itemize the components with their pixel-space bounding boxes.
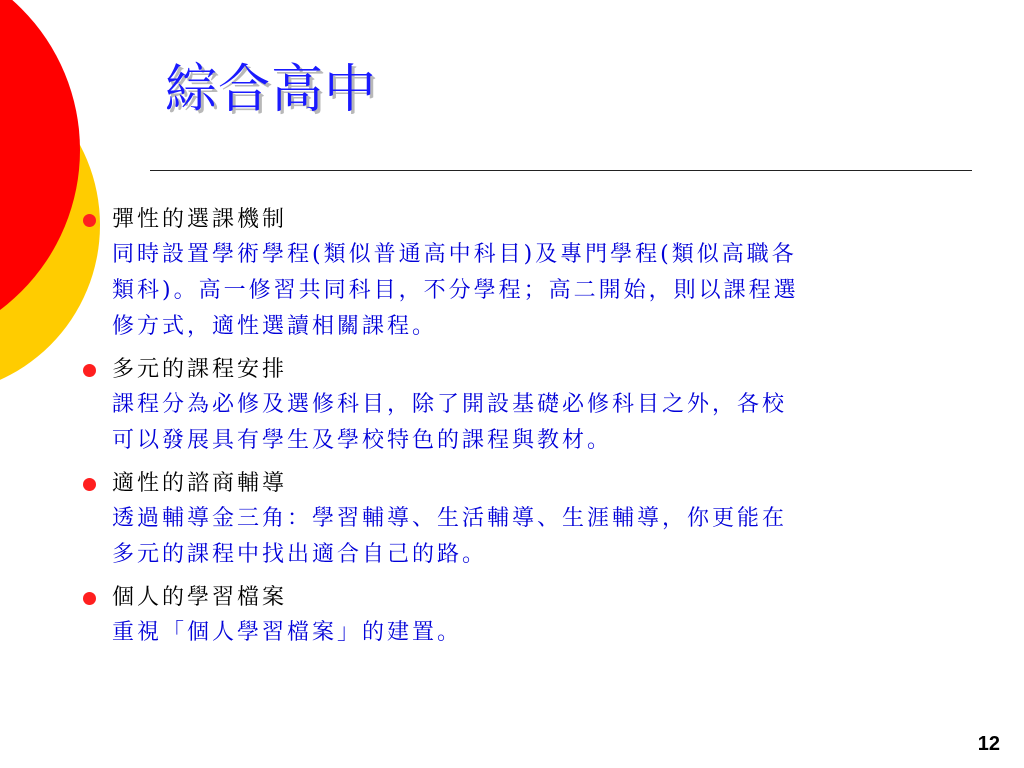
bullet-item-diverse-curriculum — [80, 353, 980, 459]
bullet-heading: 彈性的選課機制 — [112, 207, 288, 232]
bullet-dot-icon — [83, 592, 96, 605]
page-number: 12 — [977, 733, 1000, 755]
bullet-body: 透過輔導金三角：學習輔導、生活輔導、生涯輔導，你更能在 多元的課程中找出適合自己的路。 — [112, 506, 788, 567]
bullet-heading: 多元的課程安排 — [112, 357, 288, 382]
bullet-item-counseling — [80, 467, 980, 573]
bullet-list — [80, 203, 980, 659]
bullet-item-flexible-course-selection — [80, 203, 980, 345]
bullet-dot-icon — [83, 364, 96, 377]
title-divider — [150, 170, 972, 171]
bullet-heading: 適性的諮商輔導 — [112, 471, 288, 496]
bullet-item-learning-portfolio — [80, 581, 980, 651]
bullet-body: 課程分為必修及選修科目，除了開設基礎必修科目之外，各校 可以發展具有學生及學校特色的課程與教材。 — [112, 392, 788, 453]
bullet-dot-icon — [83, 478, 96, 491]
slide-title: 綜合高中 — [165, 60, 378, 120]
bullet-dot-icon — [83, 214, 96, 227]
bullet-body: 重視「個人學習檔案」的建置。 — [112, 620, 463, 645]
bullet-heading: 個人的學習檔案 — [112, 585, 288, 610]
bullet-body: 同時設置學術學程(類似普通高中科目)及專門學程(類似高職各 類科)。高一修習共同科目，不分學程；高二開始，則以課程選 修方式，適性選讀相關課程。 — [112, 242, 799, 339]
